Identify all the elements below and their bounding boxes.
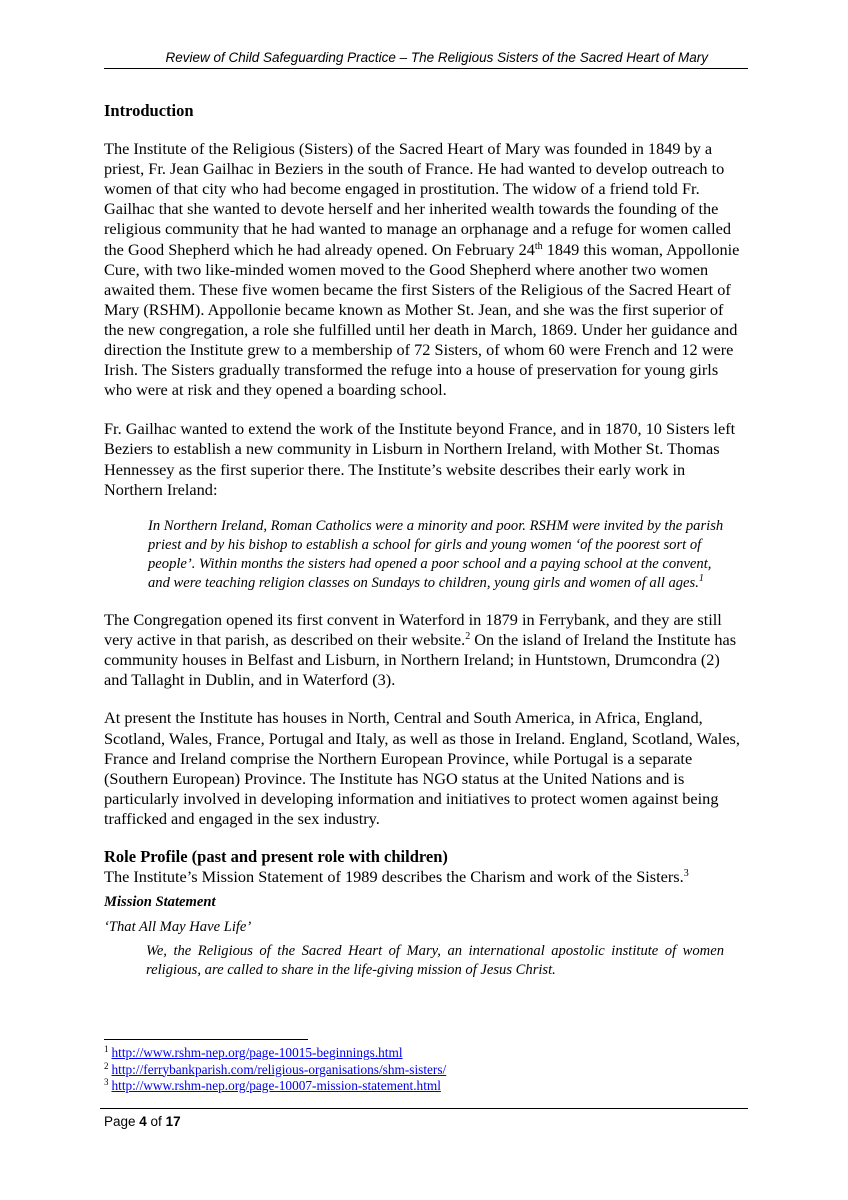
section-heading-role-profile: Role Profile (past and present role with children) <box>104 847 448 866</box>
ordinal-suffix: th <box>534 240 543 252</box>
footnote-separator <box>104 1039 308 1040</box>
footnote-link-3[interactable]: http://www.rshm-nep.org/page-10007-mission-statement.html <box>111 1078 441 1093</box>
paragraph-present: At present the Institute has houses in North, Central and South America, in Africa, England, Scotland, Wales, France, Portugal and Italy, as well as those in Ireland. England, Scotland, Wales, France and Ireland comprise the Northern European Province, while Portugal is a separate (Southern European) Province. The Institute has NGO status at the United Nations and is particularly involved in developing information and initiatives to protect women against being trafficked and engaged in the sex industry. <box>104 708 740 828</box>
page-total: 17 <box>165 1114 181 1129</box>
footnote-link-1[interactable]: http://www.rshm-nep.org/page-10015-beginnings.html <box>111 1045 403 1060</box>
footnote-ref-3: 3 <box>683 868 689 880</box>
paragraph-text: 1849 this woman, Appollonie Cure, with two like-minded women moved to the Good Shepherd where another two women awaited them. These five women became the first Sisters of the Religious of the Sacred Heart of Mary (RSHM). Appollonie became known as Mother St. Jean, and she was the first superior of the new congregation, a role she fulfilled until her death in March, 1869. Under her guidance and direction the Institute grew to a membership of 72 Sisters, of whom 60 were French and 12 were Irish. The Sisters gradually transformed the refuge into a house of preservation for young girls who were at risk and they opened a boarding school. <box>104 239 740 400</box>
footnote-number: 3 <box>104 1077 109 1087</box>
page-number: 4 <box>139 1114 147 1129</box>
page-label: Page <box>104 1114 140 1129</box>
quote-text: In Northern Ireland, Roman Catholics were a minority and poor. RSHM were invited by the parish priest and by his bishop to establish a school for girls and young women ‘of the poorest sort of people’. Within months the sisters had opened a poor school and a paying school at the convent, and were teaching religion classes on Sundays to children, young girls and women of all ages. <box>148 517 724 591</box>
paragraph-text: The Institute of the Religious (Sisters) of the Sacred Heart of Mary was founded in 1849 by a priest, Fr. Jean Gailhac in Beziers in the south of France. He had wanted to develop outreach to women of that city who had become engaged in prostitution. The widow of a friend told Fr. Gailhac that she wanted to devote herself and her inherited wealth towards the founding of the religious community that he had wanted to manage an orphanage and a refuge for women called the Good Shepherd which he had already opened. On February 24 <box>104 139 732 259</box>
paragraph-waterford <box>104 610 744 690</box>
paragraph-expansion: Fr. Gailhac wanted to extend the work of the Institute beyond France, and in 1870, 10 Sisters left Beziers to establish a new community in Lisburn in Northern Ireland, with Mother St. Thomas Hennessey as the first superior there. The Institute’s website describes their early work in Northern Ireland: <box>104 419 736 499</box>
paragraph-text: The Congregation opened its first convent in Waterford in 1879 in Ferrybank, and they are still very active in that parish, as described on their website. <box>104 610 722 650</box>
footnotes <box>104 1045 446 1095</box>
paragraph-text: On the island of Ireland the Institute has community houses in Belfast and Lisburn, in Northern Ireland; in Huntstown, Drumcondra (2) and Tallaght in Dublin, and in Waterford (3). <box>104 630 737 690</box>
paragraph-founding <box>104 139 744 400</box>
footnote-ref-2: 2 <box>465 631 471 643</box>
paragraph-mission-intro <box>104 867 744 887</box>
page-of-label: of <box>146 1114 166 1129</box>
footnote-number: 1 <box>104 1044 109 1054</box>
running-header: Review of Child Safeguarding Practice – The Religious Sisters of the Sacred Heart of Mary <box>104 50 748 69</box>
footer-separator <box>100 1108 748 1109</box>
section-heading-introduction: Introduction <box>104 101 194 120</box>
footnote-ref-1: 1 <box>698 572 704 584</box>
paragraph-text: The Institute’s Mission Statement of 1989 describes the Charism and work of the Sisters. <box>104 867 684 887</box>
block-quote <box>148 517 728 593</box>
page-footer <box>104 1114 181 1129</box>
footnote-3 <box>104 1078 446 1095</box>
mission-statement-heading: Mission Statement <box>104 894 216 911</box>
mission-tagline: ‘That All May Have Life’ <box>104 919 252 936</box>
mission-statement-text: We, the Religious of the Sacred Heart of Mary, an international apostolic institute of women religious, are called to share in the life-giving mission of Jesus Christ. <box>146 943 724 979</box>
footnote-number: 2 <box>104 1060 109 1071</box>
footnote-link-2[interactable]: http://ferrybankparish.com/religious-organisations/shm-sisters/ <box>111 1061 447 1077</box>
footnote-2 <box>104 1062 446 1079</box>
footnote-1 <box>104 1045 446 1062</box>
page-body <box>104 101 744 981</box>
